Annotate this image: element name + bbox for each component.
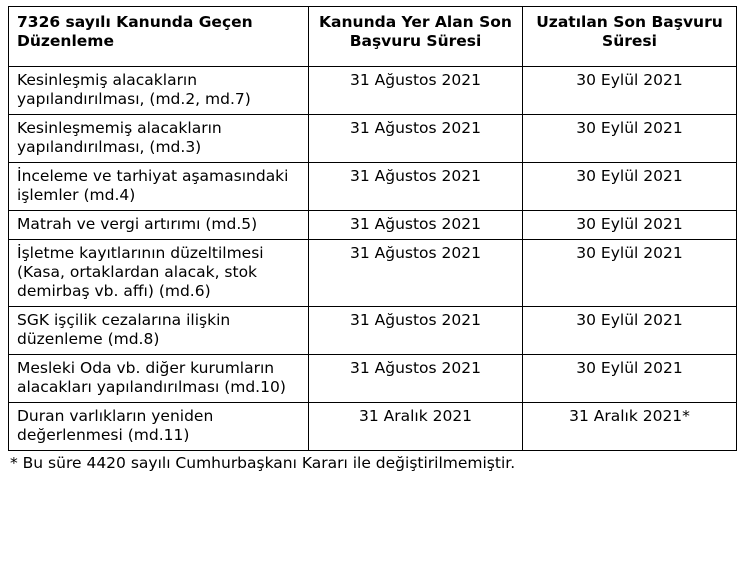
cell-law-deadline: 31 Ağustos 2021 — [309, 211, 523, 240]
cell-law-deadline: 31 Ağustos 2021 — [309, 115, 523, 163]
table-row — [9, 211, 737, 240]
cell-law-deadline: 31 Ağustos 2021 — [309, 67, 523, 115]
cell-law-deadline: 31 Ağustos 2021 — [309, 307, 523, 355]
table-row — [9, 403, 737, 451]
cell-regulation: Kesinleşmiş alacakların yapılandırılması, (md.2, md.7) — [9, 67, 309, 115]
cell-law-deadline: 31 Ağustos 2021 — [309, 240, 523, 307]
cell-law-deadline: 31 Ağustos 2021 — [309, 355, 523, 403]
cell-extended-deadline: 30 Eylül 2021 — [523, 240, 737, 307]
cell-extended-deadline: 30 Eylül 2021 — [523, 307, 737, 355]
cell-regulation: Duran varlıkların yeniden değerlenmesi (md.11) — [9, 403, 309, 451]
header-regulation: 7326 sayılı Kanunda Geçen Düzenleme — [9, 7, 309, 67]
table-row — [9, 115, 737, 163]
header-row — [9, 7, 737, 67]
table-row — [9, 355, 737, 403]
cell-law-deadline: 31 Ağustos 2021 — [309, 163, 523, 211]
table-row — [9, 240, 737, 307]
deadlines-table — [8, 6, 737, 451]
cell-extended-deadline: 30 Eylül 2021 — [523, 115, 737, 163]
cell-law-deadline: 31 Aralık 2021 — [309, 403, 523, 451]
cell-extended-deadline: 30 Eylül 2021 — [523, 163, 737, 211]
cell-extended-deadline: 30 Eylül 2021 — [523, 355, 737, 403]
cell-extended-deadline: 30 Eylül 2021 — [523, 211, 737, 240]
header-extended-deadline: Uzatılan Son Başvuru Süresi — [523, 7, 737, 67]
cell-regulation: Kesinleşmemiş alacakların yapılandırılması, (md.3) — [9, 115, 309, 163]
cell-regulation: Mesleki Oda vb. diğer kurumların alacakları yapılandırılması (md.10) — [9, 355, 309, 403]
table-row — [9, 163, 737, 211]
cell-regulation: İnceleme ve tarhiyat aşamasındaki işlemler (md.4) — [9, 163, 309, 211]
table-row — [9, 307, 737, 355]
cell-extended-deadline: 31 Aralık 2021* — [523, 403, 737, 451]
cell-extended-deadline: 30 Eylül 2021 — [523, 67, 737, 115]
document — [8, 6, 736, 473]
footnote: * Bu süre 4420 sayılı Cumhurbaşkanı Kararı ile değiştirilmemiştir. — [10, 454, 516, 472]
cell-regulation: İşletme kayıtlarının düzeltilmesi (Kasa, ortaklardan alacak, stok demirbaş vb. affı) (md.6) — [9, 240, 309, 307]
table-row — [9, 67, 737, 115]
header-law-deadline: Kanunda Yer Alan Son Başvuru Süresi — [309, 7, 523, 67]
cell-regulation: Matrah ve vergi artırımı (md.5) — [9, 211, 309, 240]
cell-regulation: SGK işçilik cezalarına ilişkin düzenleme (md.8) — [9, 307, 309, 355]
